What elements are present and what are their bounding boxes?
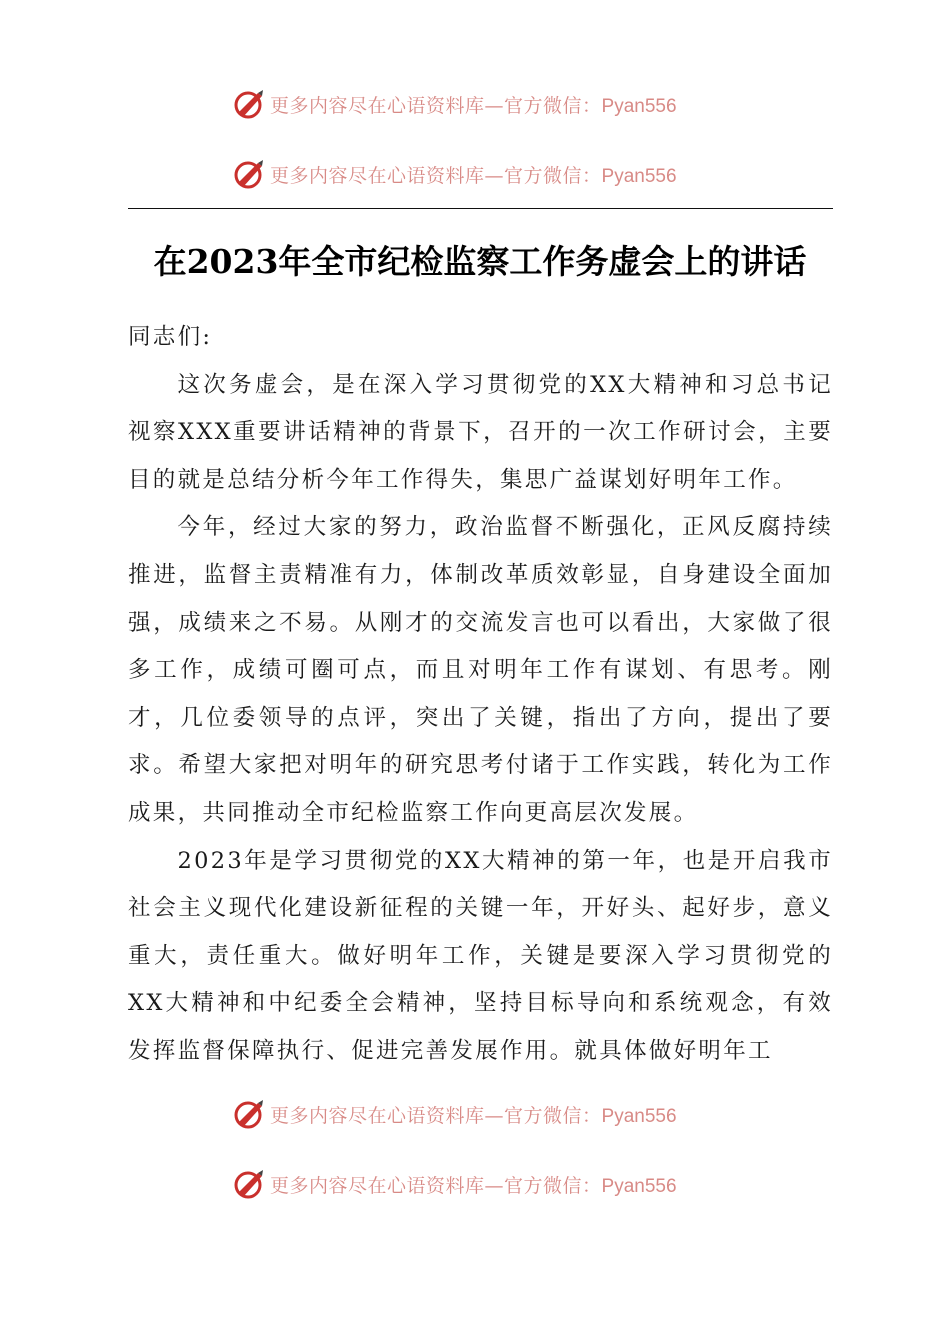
salutation: 同志们: bbox=[128, 324, 213, 350]
watermark-top-1 bbox=[232, 84, 752, 124]
pen-logo-icon bbox=[232, 1167, 266, 1201]
pen-logo-icon bbox=[232, 157, 266, 191]
watermark-label: 更多内容尽在心语资料库—官方微信：Pyan556 bbox=[270, 1104, 677, 1127]
watermark-label: 更多内容尽在心语资料库—官方微信：Pyan556 bbox=[270, 94, 677, 117]
watermark-label: 更多内容尽在心语资料库—官方微信：Pyan556 bbox=[270, 1174, 677, 1197]
pen-logo-icon bbox=[232, 87, 266, 121]
pen-logo-icon bbox=[232, 1097, 266, 1131]
paragraph-2: 今年，经过大家的努力，政治监督不断强化，正风反腐持续推进，监督主责精准有力，体制改革质效彰显，自身建设全面加强，成绩来之不易。从刚才的交流发言也可以看出，大家做了很多工作，成绩可圈可点，而且对明年工作有谋划、有思考。刚才，几位委领导的点评，突出了关键，指出了方向，提出了要求。希望大家把对明年的研究思考付诸于工作实践，转化为工作成果，共同推动全市纪检监察工作向更高层次发展。 bbox=[128, 514, 833, 826]
watermark-label: 更多内容尽在心语资料库—官方微信：Pyan556 bbox=[270, 164, 677, 187]
paragraph-3: 2023年是学习贯彻党的XX大精神的第一年，也是开启我市社会主义现代化建设新征程的关键一年，开好头、起好步，意义重大，责任重大。做好明年工作，关键是要深入学习贯彻党的XX大精神和中纪委全会精神，坚持目标导向和系统观念，有效发挥监督保障执行、促进完善发展作用。就具体做好明年工 bbox=[128, 847, 833, 1064]
watermark-top-2 bbox=[232, 154, 752, 194]
header-divider bbox=[128, 208, 833, 209]
document-body bbox=[128, 314, 833, 1076]
watermark-bottom-1 bbox=[232, 1094, 752, 1134]
watermark-bottom-2 bbox=[232, 1164, 752, 1204]
paragraph-1: 这次务虚会，是在深入学习贯彻党的XX大精神和习总书记视察XXX重要讲话精神的背景下，召开的一次工作研讨会，主要目的就是总结分析今年工作得失，集思广益谋划好明年工作。 bbox=[128, 371, 833, 493]
document-title: 在2023年全市纪检监察工作务虚会上的讲话 bbox=[153, 242, 807, 281]
